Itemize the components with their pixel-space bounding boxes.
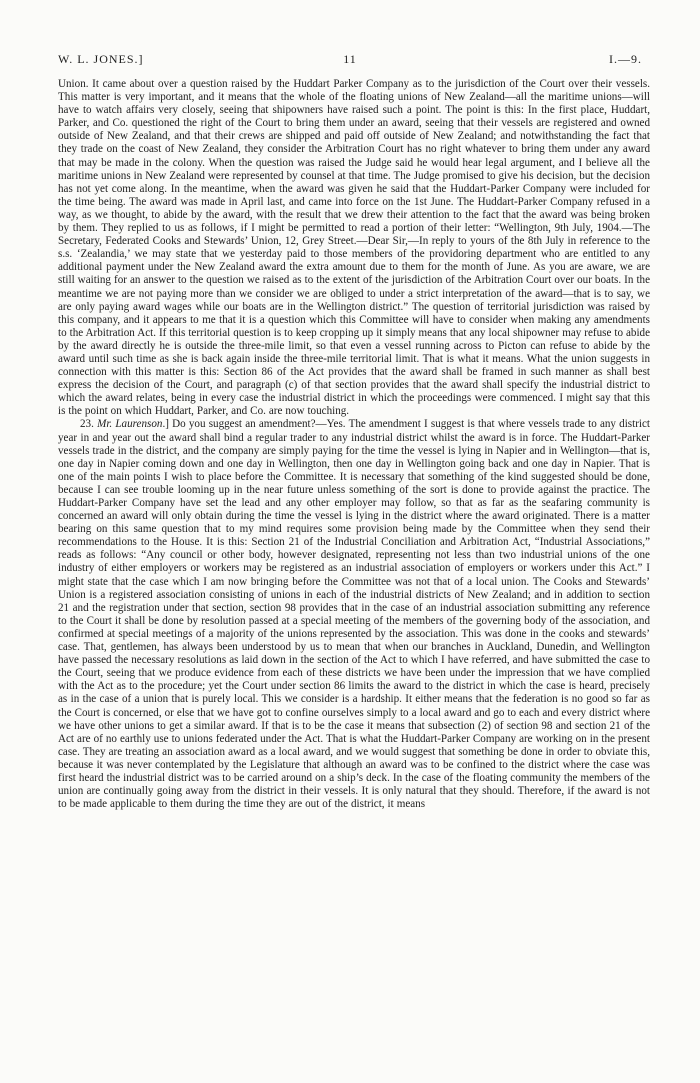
body-paragraph (58, 78, 650, 418)
page-header (58, 52, 642, 68)
header-paper-reference: I.—9. (609, 52, 642, 66)
document-body (58, 78, 650, 1068)
header-page-number: 11 (343, 52, 357, 66)
body-paragraph (58, 418, 650, 811)
paragraph-text: 23. (80, 418, 98, 431)
paragraph-text: .] Do you suggest an amendment?—Yes. The amendment I suggest is that where vessels trade to any district year in and year out the award shall bind a regular trader to any industrial district whilst the award is in force. The Huddart-Parker vessels trade in the district, and the company are simply paying for the time the vessel is lying in Napier and in Wellington—that is, one day in Napier coming down and one day in Wellington, then one day in Wellington going back and one day in Napier. That is one of the main points I wish to place before the Committee. It is necessary that something of the kind suggested should be done, because I can see trouble looming up in the near future unless something of the sort is done to provide against the practice. The Huddart-Parker Company have set the lead and any other employer may follow, so that as far as the seafaring community is concerned an award will only obtain during the time the vessel is lying in the district where the award originated. There is a matter bearing on this same question that to my mind requires some provision being made by the Committee when they send their recommendations to the House. It is this: Section 21 of the Industrial Conciliation and Arbitration Act, “Industrial Associations,” reads as follows: “Any council or other body, however designated, representing not less than two industrial unions of the one industry of either employers or workers may be registered as an industrial association of employers or workers under this Act.” I might state that the case which I am now bringing before the Committee was not that of a local union. The Cooks and Stewards’ Union is a registered association consisting of unions in each of the industrial districts of New Zealand; and in addition to section 21 and the registration under that section, section 98 provides that in the case of an industrial association submitting any reference to the Court it shall be done by resolution passed at a special meeting of the members of the governing body of the association, and confirmed at special meetings of a majority of the unions represented by the association. This was done in the cooks and stewards’ case. That, gentlemen, has always been understood by us to mean that when our branches in Auckland, Dunedin, and Wellington have passed the necessary resolutions as laid down in the section of the Act to which I have referred, and have submitted the case to the Court, seeing that we produce evidence from each of these districts we have been under the impression that we have complied with the Act as to the procedure; yet the Court under section 86 limits the award to the district in which the case is heard, precisely as in the case of a union that is purely local. This we consider is a hardship. It either means that the federation is no good so far as the Court is concerned, or else that we have got to confine ourselves simply to a local award and go to each and every district where we have other unions to get a similar award. If that is to be the case it means that subsection (2) of section 98 and section 21 of the Act are of no earthly use to unions federated under the Act. That is what the Huddart-Parker Company are working on in the present case. They are treating an association award as a local award, and we would suggest that something be done in order to obviate this, because it was never contemplated by the Legislature that although an award was to be confined to the district where the case was first heard the industrial district was to be carried around on a ship’s deck. In the case of the floating community the members of the union are continually going away from the district in their vessels. It is only natural that they should. Therefore, if the award is not to be made applicable to them during the time they are out of the district, it means (58, 418, 650, 811)
header-witness-name: W. L. JONES.] (58, 52, 144, 66)
paragraph-text: Union. It came about over a question raised by the Huddart Parker Company as to the jurisdiction of the Court over their vessels. This matter is very important, and it means that the whole of the floating unions of New Zealand—all the maritime unions—will have to watch affairs very closely, seeing that shipowners have raised such a point. The point is this: In the first place, Huddart, Parker, and Co. questioned the right of the Court to bring them under an award, seeing that their vessels are registered and owned outside of New Zealand, and that their crews are shipped and paid off outside of New Zealand; and notwithstanding the fact that they trade on the coast of New Zealand, they consider the Arbitration Court has no right whatever to bring them under any award that may be made in the colony. When the question was raised the Judge said he would hear legal argument, and I believe all the maritime unions in New Zealand were represented by counsel at that time. The Judge promised to give his decision, but the decision has not yet come along. In the meantime, when the award was given he said that the Huddart-Parker Company were included for the time being. The award was made in April last, and came into force on the 1st June. The Huddart-Parker Company refused in a way, as we thought, to abide by the award, with the result that we drew their attention to the fact that the award was being broken by them. They replied to us as follows, if I might be permitted to read a portion of their letter: “Wellington, 9th July, 1904.—The Secretary, Federated Cooks and Stewards’ Union, 12, Grey Street.—Dear Sir,—In reply to yours of the 8th July in reference to the s.s. ‘Zealandia,’ we may state that we yesterday paid to those members of the providoring department who are entitled to any additional payment under the New Zealand award the extra amount due to them for the month of June. As you are aware, we are still waiting for an answer to the question we raised as to the extent of the jurisdiction of the Arbitration Court over our boats. In the meantime we are not paying more than we consider we are obliged to under a strict interpretation of the award—that is to say, we are only paying award wages while our boats are in the Wellington district.” The question of territorial jurisdiction was raised by this company, and it appears to me that it is a question which this Committee will have to consider when making any amendments to the Arbitration Act. If this territorial question is to keep cropping up it simply means that any local shipowner may refuse to abide by the award directly he is outside the three-mile limit, so that even a vessel running across to Picton can refuse to abide by the award until such time as she is back again inside the three-mile territorial limit. That is what it means. What the union suggests in connection with this matter is this: Section 86 of the Act provides that the award shall be framed in such manner as shall best express the decision of the Court, and paragraph (c) of that section provides that the award shall specify the industrial district to which the award relates, being in every case the industrial district in which the proceedings were commenced. I might say that this is the point on which Huddart, Parker, and Co. are now touching. (58, 78, 650, 418)
speaker-name: Mr. Laurenson (97, 418, 163, 431)
